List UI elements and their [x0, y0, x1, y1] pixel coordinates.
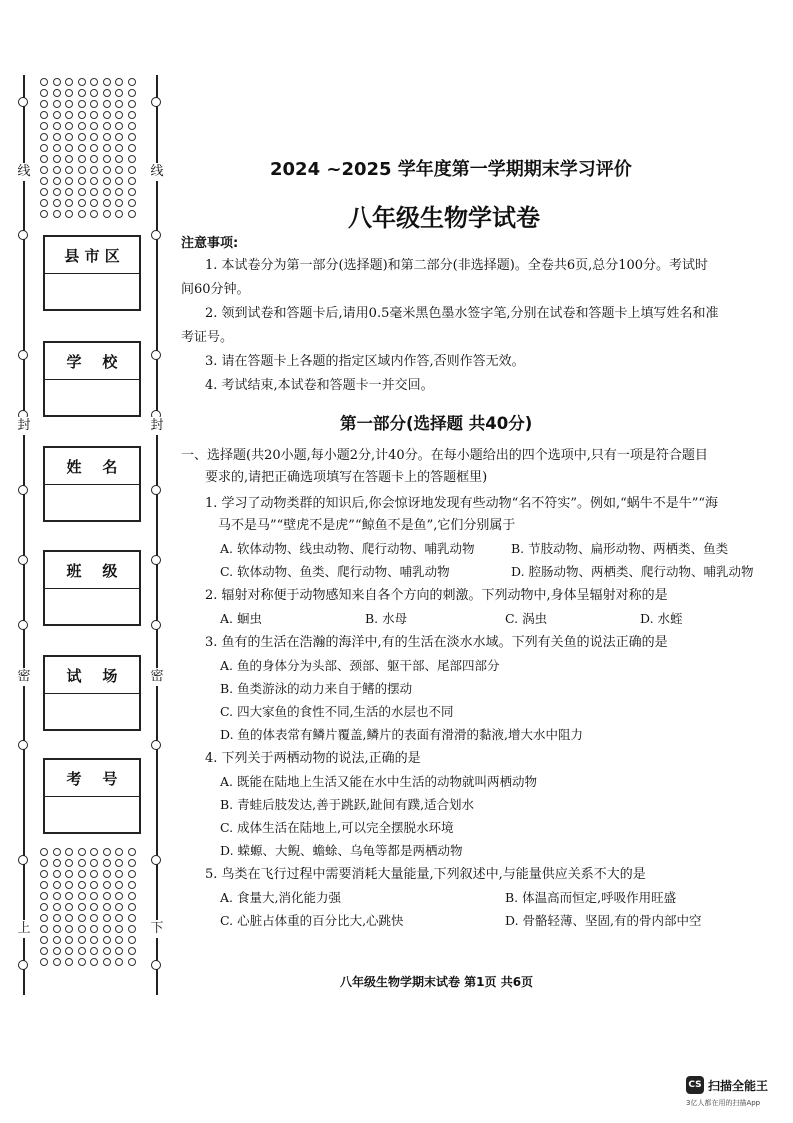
dot-row — [40, 958, 136, 967]
dot-icon — [40, 958, 48, 966]
dot-icon — [128, 903, 136, 911]
county-field[interactable] — [43, 235, 141, 311]
dot-icon — [65, 166, 73, 174]
field-label: 班 级 — [66, 561, 118, 580]
dot-icon — [78, 892, 86, 900]
dot-icon — [103, 100, 111, 108]
dot-icon — [115, 958, 123, 966]
dot-icon — [78, 89, 86, 97]
dot-icon — [53, 177, 61, 185]
field-label: 试 场 — [66, 666, 118, 685]
dot-row — [40, 100, 136, 109]
dot-icon — [53, 78, 61, 86]
class-field[interactable] — [43, 550, 141, 626]
dot-icon — [103, 78, 111, 86]
dot-icon — [78, 188, 86, 196]
dot-icon — [103, 870, 111, 878]
dot-icon — [103, 958, 111, 966]
section-intro: 一、选择题(共20小题,每小题2分,计40分。在每小题给出的四个选项中,只有一项是符合题目 — [181, 448, 708, 463]
dot-icon — [115, 188, 123, 196]
notice-item: 4. 考试结束,本试卷和答题卡一并交回。 — [205, 378, 434, 393]
dot-icon — [90, 848, 98, 856]
dot-icon — [103, 166, 111, 174]
dot-icon — [53, 100, 61, 108]
dot-icon — [65, 925, 73, 933]
dot-icon — [65, 859, 73, 867]
dot-icon — [103, 892, 111, 900]
dot-icon — [115, 925, 123, 933]
scanner-tagline: 3亿人都在用的扫描App — [686, 1099, 761, 1107]
notice-item: 间60分钟。 — [181, 282, 250, 297]
dot-icon — [90, 870, 98, 878]
dot-icon — [115, 177, 123, 185]
dot-icon — [128, 111, 136, 119]
dot-icon — [53, 925, 61, 933]
dot-icon — [115, 144, 123, 152]
dot-icon — [128, 914, 136, 922]
dot-icon — [65, 89, 73, 97]
dot-icon — [65, 947, 73, 955]
field-label: 姓 名 — [66, 457, 118, 476]
dot-icon — [90, 903, 98, 911]
dot-icon — [53, 166, 61, 174]
dot-icon — [103, 155, 111, 163]
dot-icon — [103, 133, 111, 141]
dot-icon — [128, 166, 136, 174]
dot-icon — [115, 947, 123, 955]
dot-row — [40, 947, 136, 956]
option-d: D. 蝾螈、大鲵、蟾蜍、乌龟等都是两栖动物 — [220, 843, 463, 858]
option-d: D. 骨骼轻薄、坚固,有的骨内部中空 — [505, 913, 702, 928]
dot-icon — [90, 111, 98, 119]
dot-row — [40, 914, 136, 923]
dot-icon — [40, 122, 48, 130]
dot-icon — [78, 122, 86, 130]
dot-icon — [103, 936, 111, 944]
dot-icon — [128, 177, 136, 185]
dot-icon — [78, 859, 86, 867]
dot-icon — [78, 947, 86, 955]
option-b: B. 体温高而恒定,呼吸作用旺盛 — [505, 890, 677, 905]
dot-icon — [53, 892, 61, 900]
option-c: C. 软体动物、鱼类、爬行动物、哺乳动物 — [220, 564, 450, 579]
dot-icon — [40, 188, 48, 196]
dot-icon — [40, 111, 48, 119]
dot-icon — [53, 859, 61, 867]
dot-icon — [40, 892, 48, 900]
dot-icon — [53, 155, 61, 163]
dot-icon — [65, 122, 73, 130]
binding-mark: 封 — [15, 417, 33, 435]
dot-icon — [90, 144, 98, 152]
dot-icon — [115, 89, 123, 97]
question-stem: 马不是马”“壁虎不是虎”“鲸鱼不是鱼”,它们分别属于 — [218, 518, 516, 533]
dot-icon — [40, 870, 48, 878]
dot-icon — [65, 848, 73, 856]
dot-icon — [78, 958, 86, 966]
dot-row — [40, 155, 136, 164]
dot-icon — [78, 144, 86, 152]
binding-mark: 下 — [148, 920, 166, 938]
dot-icon — [40, 947, 48, 955]
option-b: B. 青蛙后肢发达,善于跳跃,趾间有蹼,适合划水 — [220, 797, 475, 812]
dot-icon — [40, 78, 48, 86]
dot-icon — [65, 881, 73, 889]
dot-icon — [65, 936, 73, 944]
dot-icon — [78, 111, 86, 119]
dot-icon — [78, 870, 86, 878]
dot-icon — [128, 925, 136, 933]
dot-row — [40, 122, 136, 131]
dot-row — [40, 881, 136, 890]
dot-icon — [53, 870, 61, 878]
dot-icon — [103, 881, 111, 889]
dot-row — [40, 89, 136, 98]
dot-icon — [90, 177, 98, 185]
dot-icon — [103, 914, 111, 922]
dot-icon — [90, 166, 98, 174]
dot-icon — [128, 892, 136, 900]
dot-icon — [40, 166, 48, 174]
dot-icon — [103, 947, 111, 955]
dot-icon — [90, 133, 98, 141]
dot-row — [40, 188, 136, 197]
dot-icon — [128, 100, 136, 108]
dot-icon — [128, 122, 136, 130]
binding-mark: 密 — [15, 668, 33, 686]
option-b: B. 鱼类游泳的动力来自于鳍的摆动 — [220, 681, 413, 696]
dot-icon — [90, 122, 98, 130]
dot-icon — [128, 155, 136, 163]
dot-icon — [103, 89, 111, 97]
dot-icon — [53, 122, 61, 130]
dot-icon — [40, 100, 48, 108]
option-c: C. 涡虫 — [505, 611, 548, 626]
dot-icon — [65, 188, 73, 196]
dot-icon — [115, 903, 123, 911]
dot-icon — [78, 166, 86, 174]
dot-icon — [128, 848, 136, 856]
notice-item: 3. 请在答题卡上各题的指定区域内作答,否则作答无效。 — [205, 354, 525, 369]
dot-icon — [128, 947, 136, 955]
dot-icon — [103, 111, 111, 119]
option-a: A. 食量大,消化能力强 — [220, 890, 341, 905]
dot-icon — [40, 89, 48, 97]
dot-icon — [115, 914, 123, 922]
notice-heading: 注意事项: — [181, 236, 239, 251]
dot-icon — [40, 881, 48, 889]
dot-row — [40, 166, 136, 175]
dot-icon — [53, 144, 61, 152]
name-field[interactable] — [43, 446, 141, 522]
dot-icon — [90, 892, 98, 900]
scanner-badge-icon: CS — [686, 1076, 704, 1094]
dot-icon — [128, 144, 136, 152]
dot-icon — [65, 914, 73, 922]
dot-icon — [90, 914, 98, 922]
dot-row — [40, 925, 136, 934]
dot-icon — [128, 936, 136, 944]
dot-icon — [90, 859, 98, 867]
scanner-logo — [686, 1076, 768, 1094]
dot-icon — [65, 870, 73, 878]
dot-icon — [103, 122, 111, 130]
dot-icon — [65, 78, 73, 86]
question-stem: 3. 鱼有的生活在浩瀚的海洋中,有的生活在淡水水域。下列有关鱼的说法正确的是 — [205, 635, 668, 650]
option-b: B. 水母 — [365, 611, 408, 626]
scanner-name: 扫描全能王 — [708, 1078, 769, 1093]
option-b: B. 节肢动物、扁形动物、两栖类、鱼类 — [511, 541, 729, 556]
section-title: 第一部分(选择题 共40分) — [340, 414, 533, 433]
option-d: D. 水蛭 — [640, 611, 683, 626]
dot-icon — [115, 155, 123, 163]
dot-icon — [40, 925, 48, 933]
dot-row — [40, 177, 136, 186]
dot-icon — [90, 936, 98, 944]
exam-title: 八年级生物学试卷 — [348, 204, 540, 232]
dot-icon — [40, 133, 48, 141]
dot-icon — [78, 881, 86, 889]
dot-icon — [103, 925, 111, 933]
exam-number-field[interactable] — [43, 758, 141, 834]
dot-icon — [78, 78, 86, 86]
dot-icon — [90, 89, 98, 97]
dot-icon — [78, 848, 86, 856]
dot-icon — [53, 188, 61, 196]
dot-icon — [78, 914, 86, 922]
exam-term-title: 2024 ~2025 学年度第一学期期末学习评价 — [270, 159, 632, 180]
dot-icon — [53, 903, 61, 911]
dot-icon — [40, 848, 48, 856]
dot-icon — [128, 958, 136, 966]
dot-icon — [53, 133, 61, 141]
binding-mark: 上 — [15, 920, 33, 938]
dot-icon — [128, 870, 136, 878]
question-stem: 5. 鸟类在飞行过程中需要消耗大量能量,下列叙述中,与能量供应关系不大的是 — [205, 867, 646, 882]
dot-icon — [90, 78, 98, 86]
school-field[interactable] — [43, 341, 141, 417]
dot-icon — [115, 870, 123, 878]
dot-icon — [103, 903, 111, 911]
dot-icon — [128, 881, 136, 889]
dot-row — [40, 870, 136, 879]
dot-icon — [115, 122, 123, 130]
dot-icon — [65, 903, 73, 911]
dot-icon — [40, 859, 48, 867]
dot-icon — [53, 914, 61, 922]
dot-icon — [115, 133, 123, 141]
dot-icon — [115, 936, 123, 944]
dot-row — [40, 892, 136, 901]
dot-icon — [128, 859, 136, 867]
dot-icon — [40, 177, 48, 185]
option-c: C. 心脏占体重的百分比大,心跳快 — [220, 913, 404, 928]
dot-icon — [90, 188, 98, 196]
dot-icon — [115, 892, 123, 900]
section-intro: 要求的,请把正确选项填写在答题卡上的答题框里) — [205, 470, 488, 485]
dot-icon — [115, 848, 123, 856]
binding-mark: 线 — [148, 163, 166, 181]
dot-icon — [115, 859, 123, 867]
field-label: 县 市 区 — [64, 246, 120, 265]
option-c: C. 四大家鱼的食性不同,生活的水层也不同 — [220, 704, 454, 719]
question-stem: 2. 辐射对称便于动物感知来自各个方向的刺激。下列动物中,身体呈辐射对称的是 — [205, 588, 668, 603]
notice-item: 2. 领到试卷和答题卡后,请用0.5毫米黑色墨水签字笔,分别在试卷和答题卡上填写姓名和准 — [205, 306, 719, 321]
dot-icon — [78, 155, 86, 163]
binding-mark: 封 — [148, 417, 166, 435]
dot-icon — [65, 958, 73, 966]
dot-icon — [40, 936, 48, 944]
dot-icon — [53, 111, 61, 119]
option-a: A. 蛔虫 — [220, 611, 262, 626]
dot-icon — [53, 947, 61, 955]
dot-icon — [53, 89, 61, 97]
dot-icon — [90, 155, 98, 163]
dot-icon — [103, 144, 111, 152]
dot-icon — [53, 881, 61, 889]
dot-icon — [128, 133, 136, 141]
field-label: 考 号 — [66, 769, 118, 788]
dot-icon — [90, 947, 98, 955]
option-c: C. 成体生活在陆地上,可以完全摆脱水环境 — [220, 820, 454, 835]
dot-icon — [78, 100, 86, 108]
exam-room-field[interactable] — [43, 655, 141, 731]
dot-icon — [78, 925, 86, 933]
dot-icon — [65, 100, 73, 108]
dot-icon — [40, 144, 48, 152]
dot-icon — [78, 133, 86, 141]
dot-icon — [103, 848, 111, 856]
dot-grid-bottom — [40, 848, 136, 969]
field-label: 学 校 — [66, 352, 118, 371]
dot-icon — [40, 155, 48, 163]
dot-row — [40, 859, 136, 868]
dot-icon — [90, 925, 98, 933]
dot-row — [40, 903, 136, 912]
dot-row — [40, 78, 136, 87]
dot-icon — [115, 881, 123, 889]
binding-mark: 线 — [15, 163, 33, 181]
dot-icon — [53, 936, 61, 944]
notice-item: 考证号。 — [181, 330, 234, 345]
dot-icon — [115, 111, 123, 119]
dot-icon — [115, 100, 123, 108]
dot-icon — [65, 892, 73, 900]
dot-icon — [90, 881, 98, 889]
dot-icon — [40, 903, 48, 911]
dot-icon — [65, 177, 73, 185]
dot-icon — [90, 100, 98, 108]
dot-icon — [103, 188, 111, 196]
option-d: D. 腔肠动物、两栖类、爬行动物、哺乳动物 — [511, 564, 754, 579]
dot-icon — [115, 78, 123, 86]
page-footer: 八年级生物学期末试卷 第1页 共6页 — [340, 975, 534, 989]
dot-row — [40, 936, 136, 945]
dot-icon — [78, 903, 86, 911]
dot-icon — [90, 958, 98, 966]
option-a: A. 软体动物、线虫动物、爬行动物、哺乳动物 — [220, 541, 475, 556]
dot-icon — [53, 958, 61, 966]
dot-row — [40, 133, 136, 142]
dot-icon — [78, 936, 86, 944]
dot-icon — [65, 133, 73, 141]
option-a: A. 鱼的身体分为头部、颈部、躯干部、尾部四部分 — [220, 658, 500, 673]
dot-icon — [115, 166, 123, 174]
dot-icon — [103, 859, 111, 867]
dot-icon — [128, 78, 136, 86]
dot-icon — [103, 177, 111, 185]
binding-mark: 密 — [148, 668, 166, 686]
dot-icon — [40, 914, 48, 922]
dot-icon — [65, 111, 73, 119]
dot-icon — [65, 155, 73, 163]
notice-item: 1. 本试卷分为第一部分(选择题)和第二部分(非选择题)。全卷共6页,总分100分。考试时 — [205, 258, 709, 273]
dot-icon — [65, 144, 73, 152]
dot-icon — [128, 188, 136, 196]
question-stem: 1. 学习了动物类群的知识后,你会惊讶地发现有些动物“名不符实”。例如,“蜗牛不是牛”“海 — [205, 496, 719, 511]
dot-icon — [78, 177, 86, 185]
dot-icon — [53, 848, 61, 856]
question-stem: 4. 下列关于两栖动物的说法,正确的是 — [205, 751, 421, 766]
dot-row — [40, 848, 136, 857]
dot-icon — [128, 89, 136, 97]
option-a: A. 既能在陆地上生活又能在水中生活的动物就叫两栖动物 — [220, 774, 537, 789]
dot-row — [40, 111, 136, 120]
option-d: D. 鱼的体表常有鳞片覆盖,鳞片的表面有滑滑的黏液,增大水中阻力 — [220, 727, 583, 742]
dot-row — [40, 144, 136, 153]
